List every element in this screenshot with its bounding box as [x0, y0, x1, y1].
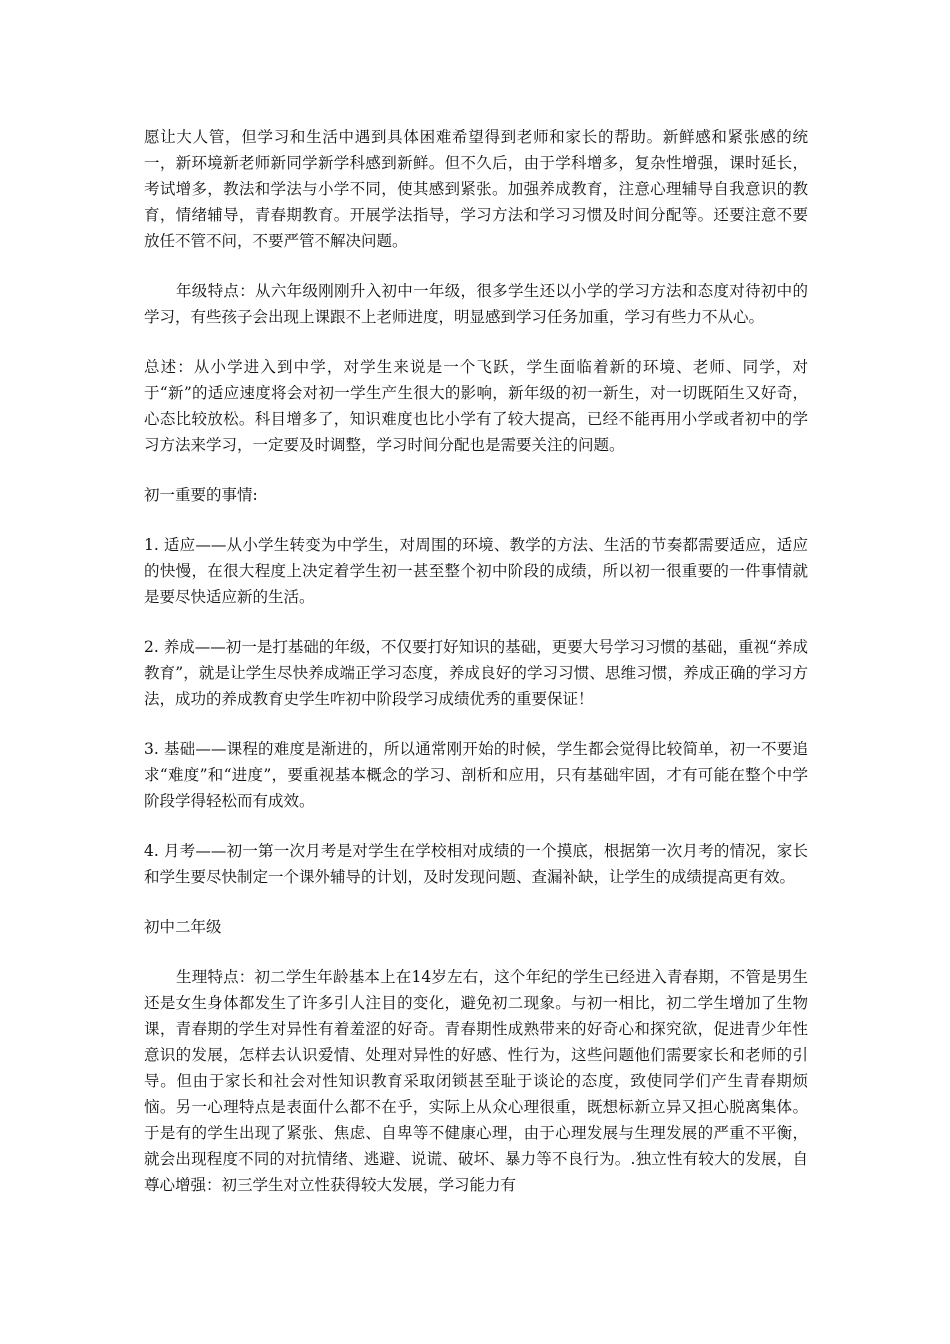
section-heading-grade7-important: 初一重要的事情:	[144, 486, 258, 504]
list-item-foundation: 3. 基础——课程的难度是渐进的，所以通常刚开始的时候，学生都会觉得比较简单，初一不要追求“难度”和“进度”，要重视基本概念的学习、剖析和应用，只有基础牢固，才有可能在整个中学阶段学得轻松而有成效。	[144, 740, 808, 810]
document-body	[144, 124, 808, 1198]
list-item-monthly-exam: 4. 月考——初一第一次月考是对学生在学校相对成绩的一个摸底，根据第一次月考的情况，家长和学生要尽快制定一个课外辅导的计划，及时发现问题、查漏补缺，让学生的成绩提高更有效。	[144, 842, 808, 886]
paragraph-summary: 总述：从小学进入到中学，对学生来说是一个飞跃，学生面临着新的环境、老师、同学，对于“新”的适应速度将会对初一学生产生很大的影响，新年级的初一新生，对一切既陌生又好奇，心态比较放松。科目增多了，知识难度也比小学有了较大提高，已经不能再用小学或者初中的学习方法来学习，一定要及时调整，学习时间分配也是需要关注的问题。	[144, 358, 808, 454]
paragraph-physiological-characteristics: 生理特点：初二学生年龄基本上在14岁左右，这个年纪的学生已经进入青春期，不管是男生还是女生身体都发生了许多引人注目的变化，避免初二现象。与初一相比，初二学生增加了生物课，青春期的学生对异性有着羞涩的好奇。青春期性成熟带来的好奇心和探究欲，促进青少年性意识的发展，怎样去认识爱情、处理对异性的好感、性行为，这些问题他们需要家长和老师的引导。但由于家长和社会对性知识教育采取闭锁甚至耻于谈论的态度，致使同学们产生青春期烦恼。另一心理特点是表面什么都不在乎，实际上从众心理很重，既想标新立异又担心脱离集体。于是有的学生出现了紧张、焦虑、自卑等不健康心理，由于心理发展与生理发展的严重不平衡，就会出现程度不同的对抗情绪、逃避、说谎、破坏、暴力等不良行为。.独立性有较大的发展，自尊心增强：初三学生对立性获得较大发展，学习能力有	[144, 968, 808, 1194]
list-item-adapt: 1. 适应——从小学生转变为中学生，对周围的环境、教学的方法、生活的节奏都需要适应，适应的快慢，在很大程度上决定着学生初一甚至整个初中阶段的成绩，所以初一很重要的一件事情就是要尽快适应新的生活。	[144, 536, 808, 606]
list-item-habit: 2. 养成——初一是打基础的年级，不仅要打好知识的基础，更要大号学习习惯的基础，重视“养成教育”，就是让学生尽快养成端正学习态度，养成良好的学习习惯、思维习惯，养成正确的学习方法，成功的养成教育史学生咋初中阶段学习成绩优秀的重要保证！	[144, 638, 808, 708]
paragraph-grade-characteristics: 年级特点：从六年级刚刚升入初中一年级，很多学生还以小学的学习方法和态度对待初中的学习，有些孩子会出现上课跟不上老师进度，明显感到学习任务加重，学习有些力不从心。	[144, 282, 808, 326]
section-heading-grade8: 初中二年级	[144, 918, 222, 936]
paragraph-intro-continuation: 愿让大人管，但学习和生活中遇到具体困难希望得到老师和家长的帮助。新鲜感和紧张感的统一，新环境新老师新同学新学科感到新鲜。但不久后，由于学科增多，复杂性增强，课时延长，考试增多，教法和学法与小学不同，使其感到紧张。加强养成教育，注意心理辅导自我意识的教育，情绪辅导，青春期教育。开展学法指导，学习方法和学习习惯及时间分配等。还要注意不要放任不管不问，不要严管不解决问题。	[144, 128, 808, 250]
